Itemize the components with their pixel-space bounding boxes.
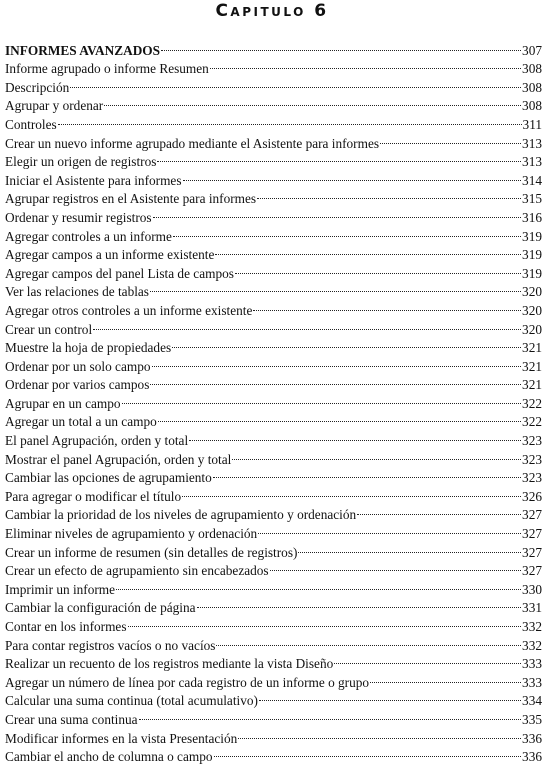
toc-entry-page-number: 333 [522, 674, 542, 690]
dot-leader [153, 203, 521, 222]
toc-entry-page-number: 321 [522, 340, 542, 356]
toc-entry-page-number: 323 [522, 433, 542, 449]
toc-entry-page-number: 334 [522, 693, 542, 709]
toc-entry-title: Realizar un recuento de los registros mediante la vista Diseño [5, 656, 334, 672]
toc-entry-page-number: 321 [522, 358, 542, 374]
dot-leader [150, 371, 521, 390]
dot-leader [197, 594, 522, 613]
dot-leader [128, 612, 522, 631]
toc-entry-page-number: 327 [522, 544, 542, 560]
toc-entry-page-number: 319 [522, 228, 542, 244]
toc-entry-title: Para contar registros vacíos o no vacíos [5, 637, 216, 653]
toc-entry-title: Ordenar y resumir registros [5, 209, 152, 225]
toc-entry-title: Contar en los informes [5, 619, 127, 634]
toc-entry-title: Para agregar o modificar el título [5, 488, 182, 504]
dot-leader [139, 705, 521, 724]
toc-entry-title: Agregar otros controles a un informe existente [5, 302, 253, 318]
toc-entry-page-number: 320 [522, 302, 542, 318]
dot-leader [189, 426, 521, 445]
dot-leader [104, 92, 521, 111]
dot-leader [173, 222, 521, 241]
toc-entry-page-number: 326 [522, 488, 542, 504]
toc-entry-page-number: 316 [522, 209, 542, 225]
toc-entry-page-number: 335 [522, 711, 542, 727]
toc-entry-title: Agrupar en un campo [5, 395, 121, 411]
toc-entry [5, 73, 542, 95]
toc-entry-page-number: 330 [522, 581, 542, 597]
toc-entry-title: Informe agrupado o informe Resumen [5, 61, 209, 77]
dot-leader [235, 259, 521, 278]
toc-entry-title: Ordenar por un solo campo [5, 358, 151, 374]
toc-entry-title: Agregar campos del panel Lista de campos [5, 265, 234, 281]
toc-entry-page-number: 331 [522, 600, 542, 616]
dot-leader [334, 650, 521, 669]
toc-section-heading [5, 36, 542, 58]
toc-entry-title: Mostrar el panel Agrupación, orden y total [5, 451, 232, 467]
toc-entry-title: Controles [5, 116, 57, 132]
toc-entry-page-number: 332 [522, 619, 542, 634]
toc-entry-title: Eliminar niveles de agrupamiento y ordenación [5, 526, 258, 542]
dot-leader [183, 166, 522, 185]
toc-entry-page-number: 333 [522, 656, 542, 672]
toc-entry-page-number: 307 [522, 42, 542, 58]
toc-entry-page-number: 320 [522, 321, 542, 337]
toc-entry-page-number: 320 [522, 284, 542, 300]
toc-entry-title: Elegir un origen de registros [5, 154, 157, 170]
toc-entry-title: Cambiar las opciones de agrupamiento [5, 470, 212, 486]
dot-leader [152, 352, 522, 371]
dot-leader [157, 148, 521, 167]
toc-entry-title: Agrupar registros en el Asistente para informes [5, 191, 257, 207]
toc-entry-title: Crear un informe de resumen (sin detalles de registros) [5, 544, 298, 560]
toc-entry-title: Ver las relaciones de tablas [5, 284, 149, 300]
toc-entry-page-number: 327 [522, 563, 542, 579]
toc-entry-title: El panel Agrupación, orden y total [5, 433, 189, 449]
toc-entry [5, 110, 542, 132]
table-of-contents [5, 36, 542, 765]
toc-entry [5, 129, 542, 151]
toc-entry-page-number: 308 [522, 61, 542, 77]
toc-entry-page-number: 322 [522, 395, 542, 411]
toc-entry-page-number: 313 [522, 135, 542, 151]
toc-entry-title: Ordenar por varios campos [5, 377, 150, 393]
dot-leader [259, 687, 521, 706]
toc-entry-title: Calcular una suma continua (total acumulativo) [5, 693, 258, 709]
toc-entry-page-number: 321 [522, 377, 542, 393]
toc-entry-title: Crear una suma continua [5, 711, 138, 727]
dot-leader [58, 110, 522, 129]
dot-leader [238, 724, 521, 743]
toc-entry-title: Descripción [5, 79, 70, 95]
dot-leader [370, 668, 521, 687]
toc-entry-title: Cambiar el ancho de columna o campo [5, 749, 213, 765]
toc-entry-page-number: 311 [522, 116, 542, 132]
dot-leader [93, 315, 521, 334]
dot-leader [232, 445, 521, 464]
toc-entry-page-number: 336 [522, 730, 542, 746]
toc-entry-page-number: 336 [522, 749, 542, 765]
dot-leader [122, 389, 521, 408]
toc-entry-title: INFORMES AVANZADOS [5, 42, 161, 58]
dot-leader [150, 278, 521, 297]
toc-entry-title: Cambiar la prioridad de los niveles de agrupamiento y ordenación [5, 507, 357, 523]
toc-entry-page-number: 314 [522, 172, 542, 188]
toc-entry-title: Crear un nuevo informe agrupado mediante el Asistente para informes [5, 135, 380, 151]
dot-leader [70, 73, 521, 92]
dot-leader [258, 519, 521, 538]
toc-entry-title: Cambiar la configuración de página [5, 600, 196, 616]
dot-leader [210, 55, 521, 74]
toc-entry-title: Crear un control [5, 321, 93, 337]
toc-entry-title: Crear un efecto de agrupamiento sin encabezados [5, 563, 269, 579]
toc-entry-title: Agregar un número de línea por cada registro de un informe o grupo [5, 674, 370, 690]
toc-entry-page-number: 327 [522, 526, 542, 542]
toc-entry-page-number: 332 [522, 637, 542, 653]
chapter-heading: Capitulo 6 [215, 1, 329, 21]
dot-leader [172, 334, 521, 353]
toc-entry-title: Imprimir un informe [5, 581, 116, 597]
dot-leader [357, 501, 521, 520]
toc-entry-title: Agrupar y ordenar [5, 98, 104, 114]
dot-leader [380, 129, 521, 148]
toc-entry-title: Agregar campos a un informe existente [5, 247, 215, 263]
dot-leader [214, 743, 522, 762]
dot-leader [116, 575, 521, 594]
toc-entry-title: Muestre la hoja de propiedades [5, 340, 172, 356]
dot-leader [270, 557, 521, 576]
dot-leader [298, 538, 521, 557]
toc-entry-title: Iniciar el Asistente para informes [5, 172, 182, 188]
dot-leader [215, 241, 521, 260]
dot-leader [257, 185, 521, 204]
toc-entry-page-number: 308 [522, 98, 542, 114]
dot-leader [182, 482, 521, 501]
toc-entry-page-number: 319 [522, 265, 542, 281]
toc-entry-page-number: 322 [522, 414, 542, 430]
toc-entry-page-number: 327 [522, 507, 542, 523]
toc-entry-title: Agregar un total a un campo [5, 414, 157, 430]
dot-leader [158, 408, 521, 427]
dot-leader [161, 36, 521, 55]
toc-entry-title: Agregar controles a un informe [5, 228, 172, 244]
toc-entry-page-number: 319 [522, 247, 542, 263]
toc-entry-page-number: 323 [522, 451, 542, 467]
toc-entry-page-number: 315 [522, 191, 542, 207]
toc-entry-title: Modificar informes en la vista Presentación [5, 730, 238, 746]
toc-entry-page-number: 308 [522, 79, 542, 95]
toc-entry-page-number: 323 [522, 470, 542, 486]
dot-leader [213, 464, 521, 483]
toc-entry-page-number: 313 [522, 154, 542, 170]
toc-entry [5, 92, 542, 114]
dot-leader [216, 631, 521, 650]
dot-leader [253, 296, 521, 315]
